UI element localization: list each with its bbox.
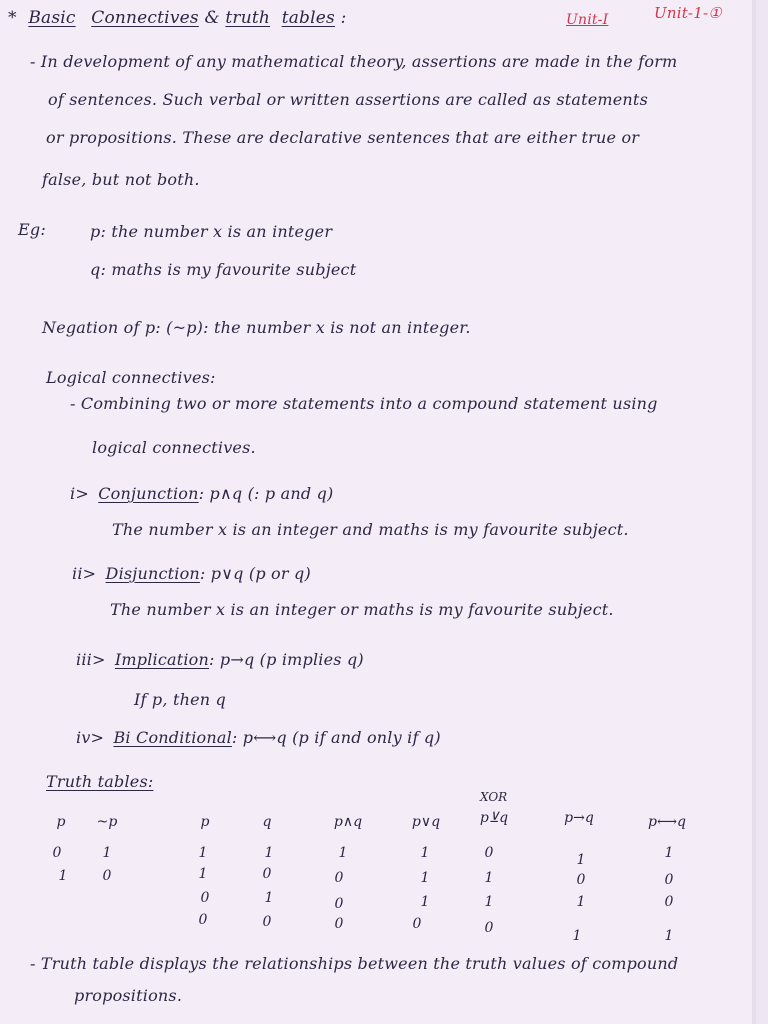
neg-header-p: p bbox=[56, 814, 66, 830]
unit-tag-right: Unit-1-① bbox=[654, 4, 722, 22]
tt-cell: 1 bbox=[420, 894, 430, 910]
tt-header-p: p bbox=[200, 814, 210, 830]
biconditional-formula: : p⟷q (p if and only if q) bbox=[231, 728, 441, 747]
neg-cell: 0 bbox=[102, 868, 112, 884]
title-colon: : bbox=[340, 8, 347, 28]
tt-cell: 1 bbox=[420, 845, 430, 861]
biconditional-name: Bi Conditional bbox=[113, 728, 232, 747]
tt-header-xor: p⊻q bbox=[479, 810, 509, 826]
biconditional-line bbox=[76, 728, 441, 747]
example-q: q: maths is my favourite subject bbox=[90, 260, 357, 279]
tt-cell: 1 bbox=[198, 845, 208, 861]
neg-cell: 0 bbox=[52, 845, 62, 861]
tt-cell: 0 bbox=[198, 912, 208, 928]
tt-cell: 0 bbox=[262, 866, 272, 882]
intro-line-3: or propositions. These are declarative sentences that are either true or bbox=[46, 128, 640, 147]
title-amp: & bbox=[204, 8, 220, 28]
conjunction-example: The number x is an integer and maths is my favourite subject. bbox=[112, 520, 629, 539]
tt-cell: 1 bbox=[664, 845, 674, 861]
tt-cell: 1 bbox=[264, 845, 274, 861]
disjunction-name: Disjunction bbox=[105, 564, 200, 583]
tt-cell: 1 bbox=[484, 870, 494, 886]
tt-header-q: q bbox=[262, 814, 272, 830]
disjunction-line bbox=[72, 564, 311, 583]
tt-cell: 1 bbox=[484, 894, 494, 910]
tt-header-implies: p→q bbox=[564, 810, 594, 826]
conjunction-name: Conjunction bbox=[98, 484, 199, 503]
logical-line-2: logical connectives. bbox=[92, 438, 256, 457]
tt-cell: 1 bbox=[664, 928, 674, 944]
disjunction-number: ii> bbox=[72, 564, 97, 583]
tt-cell: 1 bbox=[572, 928, 582, 944]
intro-line-1: - In development of any mathematical theory, assertions are made in the form bbox=[30, 52, 678, 71]
example-p: p: the number x is an integer bbox=[90, 222, 333, 241]
biconditional-number: iv> bbox=[76, 728, 105, 747]
unit-tag-left: Unit-I bbox=[566, 12, 609, 28]
title-star: * bbox=[8, 8, 17, 28]
tt-cell: 1 bbox=[420, 870, 430, 886]
example-label: Eg: bbox=[18, 220, 46, 239]
implication-example: If p, then q bbox=[134, 690, 226, 709]
intro-line-2: of sentences. Such verbal or written assertions are called as statements bbox=[48, 90, 648, 109]
neg-cell: 1 bbox=[58, 868, 68, 884]
tt-cell: 0 bbox=[334, 896, 344, 912]
tt-cell: 1 bbox=[576, 852, 586, 868]
implication-name: Implication bbox=[114, 650, 210, 669]
implication-formula: : p→q (p implies q) bbox=[209, 650, 364, 669]
implication-number: iii> bbox=[76, 650, 106, 669]
tt-cell: 1 bbox=[576, 894, 586, 910]
tt-header-and: p∧q bbox=[333, 814, 363, 830]
title-basic: Basic bbox=[28, 8, 76, 28]
negation-line: Negation of p: (~p): the number x is not an integer. bbox=[42, 318, 471, 337]
intro-line-4: false, but not both. bbox=[42, 170, 200, 189]
conjunction-formula: : p∧q (: p and q) bbox=[198, 484, 334, 503]
implication-line bbox=[76, 650, 364, 669]
tt-header-iff: p⟷q bbox=[648, 814, 686, 830]
xor-label: XOR bbox=[480, 790, 508, 804]
conjunction-line bbox=[70, 484, 334, 503]
neg-header-notp: ~p bbox=[96, 814, 118, 830]
conjunction-number: i> bbox=[70, 484, 89, 503]
tt-header-or: p∨q bbox=[411, 814, 441, 830]
title-connectives: Connectives bbox=[91, 8, 199, 28]
truth-tables-heading: Truth tables: bbox=[46, 772, 154, 791]
tt-cell: 0 bbox=[200, 890, 210, 906]
tt-cell: 0 bbox=[664, 872, 674, 888]
tt-cell: 0 bbox=[262, 914, 272, 930]
tt-cell: 0 bbox=[334, 870, 344, 886]
disjunction-formula: : p∨q (p or q) bbox=[199, 564, 311, 583]
tt-cell: 0 bbox=[484, 845, 494, 861]
footer-line-1: - Truth table displays the relationships between the truth values of compound bbox=[30, 954, 679, 973]
page-title bbox=[8, 8, 347, 28]
tt-cell: 1 bbox=[198, 866, 208, 882]
footer-line-2: propositions. bbox=[74, 986, 183, 1005]
tt-cell: 0 bbox=[664, 894, 674, 910]
tt-cell: 0 bbox=[484, 920, 494, 936]
logical-line-1: - Combining two or more statements into a compound statement using bbox=[70, 394, 658, 413]
tt-cell: 1 bbox=[264, 890, 274, 906]
tt-cell: 1 bbox=[338, 845, 348, 861]
title-truth: truth bbox=[225, 8, 271, 28]
tt-cell: 0 bbox=[576, 872, 586, 888]
logical-heading: Logical connectives: bbox=[46, 368, 216, 387]
neg-cell: 1 bbox=[102, 845, 112, 861]
disjunction-example: The number x is an integer or maths is my favourite subject. bbox=[110, 600, 614, 619]
title-tables: tables bbox=[281, 8, 335, 28]
tt-cell: 0 bbox=[334, 916, 344, 932]
tt-cell: 0 bbox=[412, 916, 422, 932]
